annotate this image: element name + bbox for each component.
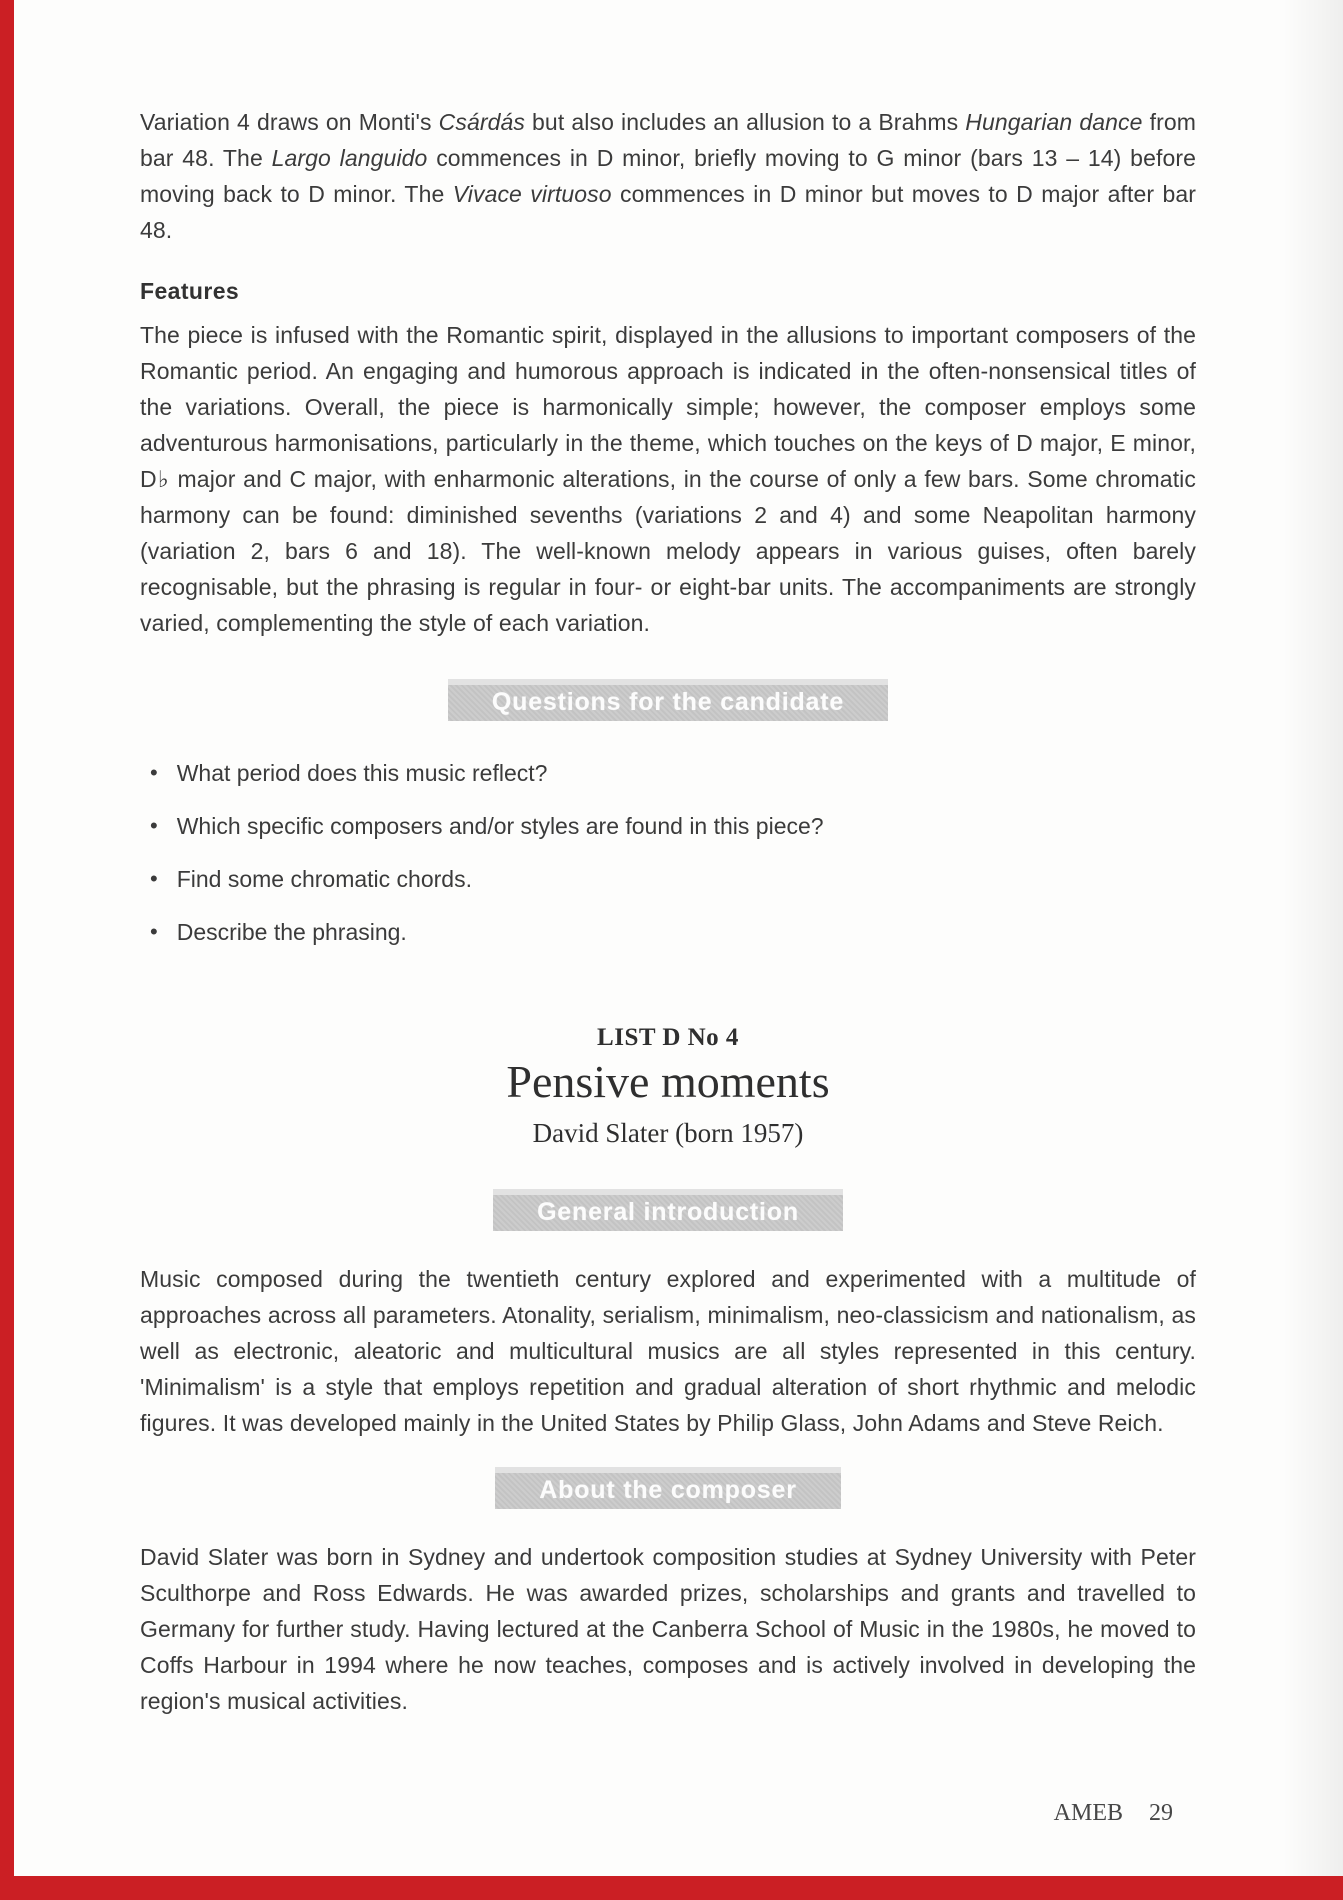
candidate-question-list <box>140 755 1196 950</box>
general-introduction-banner-row <box>140 1149 1196 1231</box>
page-edge-bottom-red-strip <box>0 1876 1343 1900</box>
piece-list-label: LIST D No 4 <box>597 1024 739 1051</box>
footer-page-number: 29 <box>1149 1800 1173 1826</box>
question-item: • Which specific composers and/or styles are found in this piece? <box>140 808 1196 844</box>
about-composer-banner-row <box>140 1441 1196 1509</box>
question-item: • Find some chromatic chords. <box>140 861 1196 897</box>
question-item: • Describe the phrasing. <box>140 914 1196 950</box>
questions-for-candidate-banner: Questions for the candidate <box>448 679 888 721</box>
about-composer-paragraph: David Slater was born in Sydney and undertook composition studies at Sydney University with Peter Sculthorpe and Ross Edwards. He was awarded prizes, scholarships and grants and travelled to Germany for further study. Having lectured at the Canberra School of Music in the 1980s, he moved to Coffs Harbour in 1994 where he now teaches, composes and is actively involved in developing the region's musical activities. <box>140 1544 1196 1714</box>
general-introduction-paragraph: Music composed during the twentieth century explored and experimented with a multitude of approaches across all parameters. Atonality, serialism, minimalism, neo-classicism and nationalism, as well as electronic, aleatoric and multicultural musics are all styles represented in this century. 'Minimalism' is a style that employs repetition and gradual alteration of short rhythmic and melodic figures. It was developed mainly in the United States by Philip Glass, John Adams and Steve Reich. <box>140 1266 1196 1436</box>
page-content <box>140 104 1196 1719</box>
about-composer-banner: About the composer <box>495 1467 840 1509</box>
variation-analysis-paragraph: Variation 4 draws on Monti's Csárdás but also includes an allusion to a Brahms Hungarian dance from bar 48. The Largo languido commences in D minor, briefly moving to G minor (bars 13 – 14) before moving back to D minor. The Vivace virtuoso commences in D minor but moves to D major after bar 48. <box>140 109 1197 243</box>
page-edge-left-red-strip <box>0 0 14 1900</box>
piece-composer: David Slater (born 1957) <box>532 1118 804 1148</box>
features-paragraph: The piece is infused with the Romantic spirit, displayed in the allusions to important composers of the Romantic period. An engaging and humorous approach is indicated in the often-nonsensical titles of the variations. Overall, the piece is harmonically simple; however, the composer employs some adventurous harmonisations, particularly in the theme, which touches on the keys of D major, E minor, D♭ major and C major, with enharmonic alterations, in the course of only a few bars. Some chromatic harmony can be found: diminished sevenths (variations 2 and 4) and some Neapolitan harmony (variation 2, bars 6 and 18). The well-known melody appears in various guises, often barely recognisable, but the phrasing is regular in four- or eight-bar units. The accompaniments are strongly varied, complementing the style of each variation. <box>140 322 1196 636</box>
question-item: • What period does this music reflect? <box>140 755 1196 791</box>
footer-brand: AMEB <box>1053 1800 1123 1826</box>
piece-header <box>140 1024 1196 1149</box>
piece-title: Pensive moments <box>506 1056 830 1107</box>
questions-banner-row <box>140 641 1196 721</box>
page-footer <box>1054 1800 1173 1827</box>
general-introduction-banner: General introduction <box>493 1189 843 1231</box>
features-heading: Features <box>140 278 240 304</box>
